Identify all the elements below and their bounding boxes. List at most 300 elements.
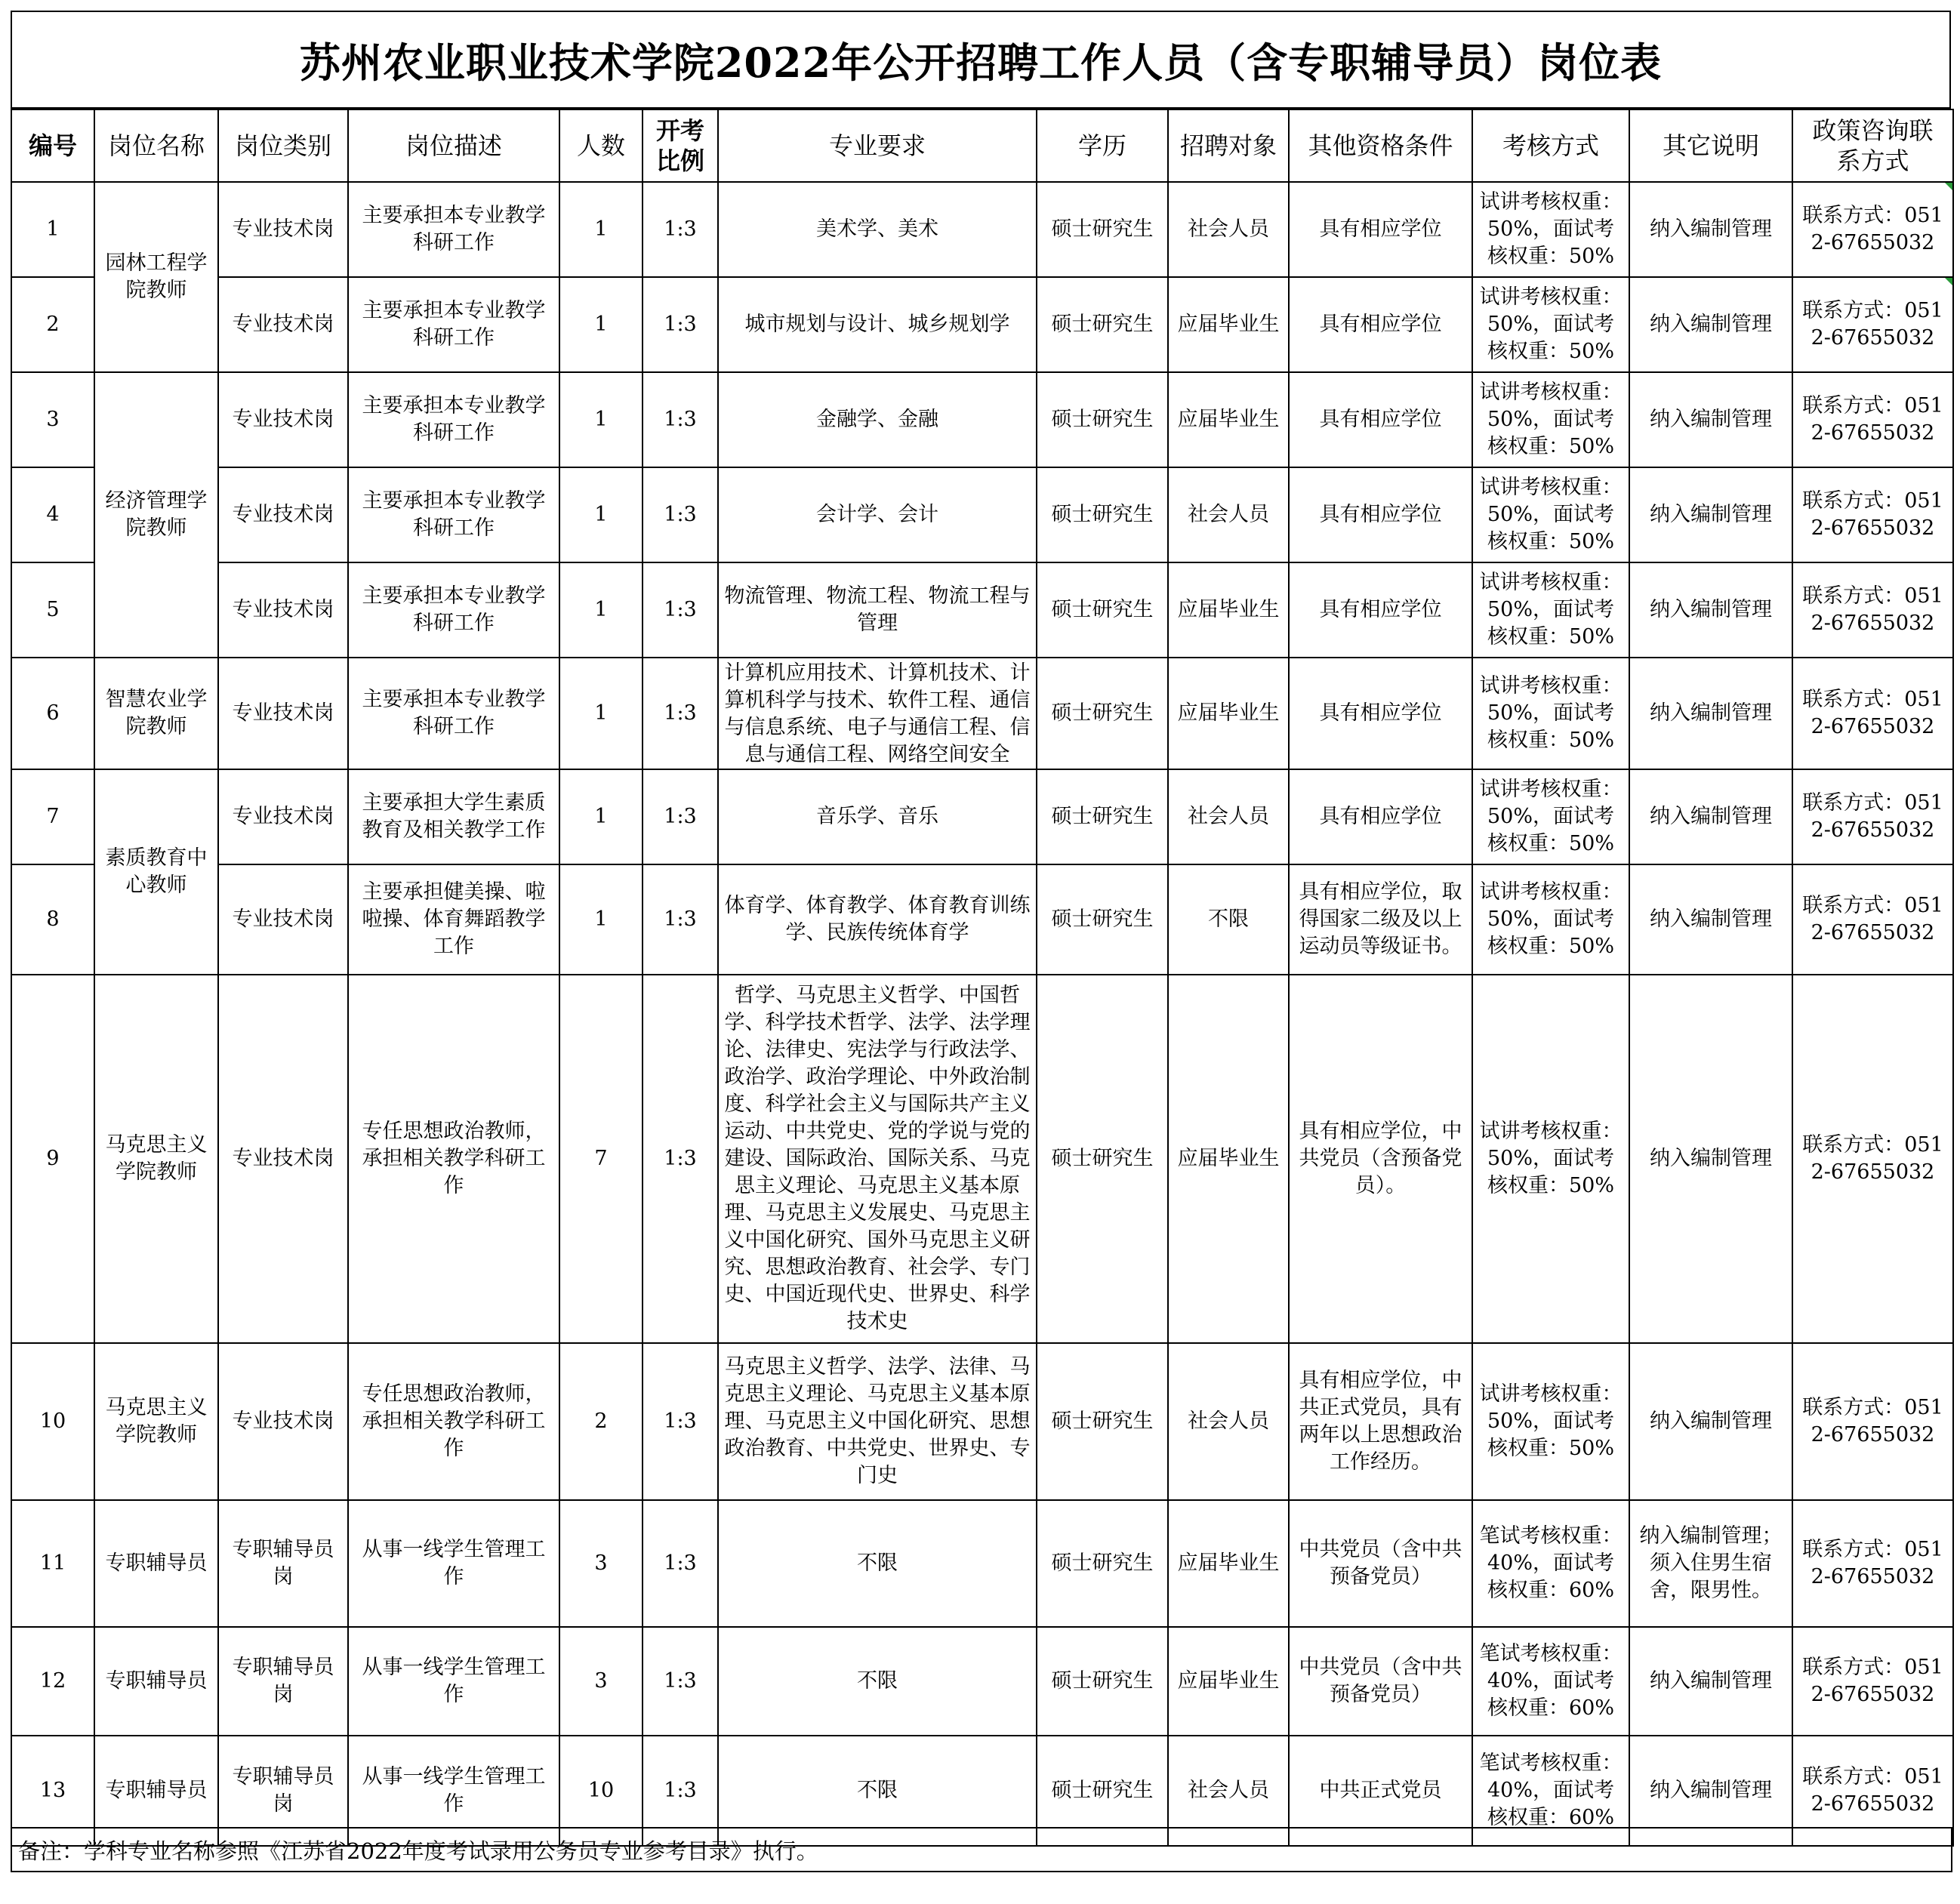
other-notes-text: 纳入编制管理 xyxy=(1650,598,1772,621)
position-category xyxy=(218,864,348,975)
exam-ratio-text: 1:3 xyxy=(664,1669,697,1693)
other-notes xyxy=(1629,1627,1792,1736)
exam-ratio xyxy=(643,769,718,864)
row-number xyxy=(11,562,94,658)
education-text: 硕士研究生 xyxy=(1051,701,1154,725)
table-row xyxy=(11,975,1953,1343)
positions-table xyxy=(11,109,1954,1847)
header-policy-line1: 政策咨询联 xyxy=(1812,116,1934,145)
table-row xyxy=(11,372,1953,467)
headcount-text: 1 xyxy=(594,408,608,431)
row-number xyxy=(11,1500,94,1627)
exam-method-text: 试讲考核权重：50%，面试考核权重：50% xyxy=(1479,674,1623,752)
headcount-text: 3 xyxy=(594,1669,608,1693)
policy-contact-text: 联系方式：0512-67655032 xyxy=(1802,791,1943,842)
exam-method-text: 笔试考核权重：40%，面试考核权重：60% xyxy=(1479,1751,1623,1829)
exam-method xyxy=(1472,1627,1629,1736)
headcount-text: 1 xyxy=(594,701,608,725)
row-number-text: 11 xyxy=(39,1551,66,1575)
education xyxy=(1037,864,1168,975)
exam-ratio-text: 1:3 xyxy=(664,907,697,931)
other-notes-text: 纳入编制管理 xyxy=(1650,1779,1772,1802)
position-category-text: 专业技术岗 xyxy=(232,598,334,621)
row-number-text: 5 xyxy=(46,598,60,621)
page-title: 苏州农业职业技术学院2022年公开招聘工作人员（含专职辅导员）岗位表 xyxy=(299,38,1663,87)
recruit-target xyxy=(1168,1500,1289,1627)
headcount xyxy=(559,277,643,372)
policy-contact-text: 联系方式：0512-67655032 xyxy=(1802,1538,1943,1588)
comment-marker-icon xyxy=(1945,278,1952,285)
position-category-text: 专业技术岗 xyxy=(232,313,334,336)
position-description-text: 主要承担本专业教学科研工作 xyxy=(362,204,546,254)
major-requirement-text: 不限 xyxy=(857,1551,898,1575)
position-category xyxy=(218,1627,348,1736)
header-category: 岗位类别 xyxy=(218,109,348,182)
recruit-target xyxy=(1168,864,1289,975)
policy-contact xyxy=(1792,467,1953,562)
other-notes xyxy=(1629,769,1792,864)
exam-ratio-text: 1:3 xyxy=(664,408,697,431)
recruit-target-text: 社会人员 xyxy=(1188,805,1269,828)
other-notes-text: 纳入编制管理 xyxy=(1650,805,1772,828)
position-category xyxy=(218,975,348,1343)
policy-contact-text: 联系方式：0512-67655032 xyxy=(1802,584,1943,635)
education-text: 硕士研究生 xyxy=(1051,805,1154,828)
row-number xyxy=(11,372,94,467)
exam-method-text: 试讲考核权重：50%，面试考核权重：50% xyxy=(1479,285,1623,363)
policy-contact-text: 联系方式：0512-67655032 xyxy=(1802,299,1943,350)
table-row xyxy=(11,182,1953,277)
other-conditions-text: 具有相应学位 xyxy=(1319,503,1442,526)
education-text: 硕士研究生 xyxy=(1051,1779,1154,1802)
education xyxy=(1037,562,1168,658)
policy-contact-text: 联系方式：0512-67655032 xyxy=(1802,204,1943,254)
position-description xyxy=(348,372,559,467)
table-row xyxy=(11,562,1953,658)
row-number xyxy=(11,769,94,864)
position-description-text: 从事一线学生管理工作 xyxy=(362,1765,546,1816)
table-row xyxy=(11,277,1953,372)
other-conditions-text: 具有相应学位 xyxy=(1319,313,1442,336)
row-number-text: 7 xyxy=(46,805,60,828)
policy-contact xyxy=(1792,1343,1953,1500)
recruit-target xyxy=(1168,182,1289,277)
exam-ratio xyxy=(643,467,718,562)
policy-contact xyxy=(1792,277,1953,372)
position-category-text: 专业技术岗 xyxy=(232,503,334,526)
recruit-target-text: 不限 xyxy=(1208,907,1249,931)
other-conditions xyxy=(1289,864,1472,975)
major-requirement xyxy=(718,467,1037,562)
position-category-text: 专业技术岗 xyxy=(232,408,334,431)
headcount-text: 1 xyxy=(594,907,608,931)
footnote: 备注：学科专业名称参照《江苏省2022年度考试录用公务员专业参考目录》执行。 xyxy=(11,1827,1952,1872)
exam-method-text: 笔试考核权重：40%，面试考核权重：60% xyxy=(1479,1642,1623,1720)
major-requirement-text: 不限 xyxy=(857,1669,898,1693)
table-row xyxy=(11,1343,1953,1500)
headcount xyxy=(559,372,643,467)
recruit-target xyxy=(1168,658,1289,769)
recruit-target-text: 社会人员 xyxy=(1188,1779,1269,1802)
recruit-target xyxy=(1168,769,1289,864)
recruit-target xyxy=(1168,277,1289,372)
exam-ratio-text: 1:3 xyxy=(664,1779,697,1802)
education-text: 硕士研究生 xyxy=(1051,1669,1154,1693)
position-category xyxy=(218,277,348,372)
other-notes-text: 纳入编制管理 xyxy=(1650,217,1772,241)
headcount-text: 1 xyxy=(594,805,608,828)
position-description-text: 专任思想政治教师，承担相关教学科研工作 xyxy=(362,1382,546,1460)
position-description xyxy=(348,562,559,658)
title-box xyxy=(11,11,1951,109)
position-category-text: 专业技术岗 xyxy=(232,1147,334,1170)
policy-contact xyxy=(1792,975,1953,1343)
exam-method-text: 试讲考核权重：50%，面试考核权重：50% xyxy=(1479,190,1623,268)
major-requirement-text: 计算机应用技术、计算机技术、计算机科学与技术、软件工程、通信与信息系统、电子与通信工程、信息与通信工程、网络空间安全 xyxy=(724,661,1031,766)
exam-ratio-text: 1:3 xyxy=(664,217,697,241)
exam-method-text: 试讲考核权重：50%，面试考核权重：50% xyxy=(1479,880,1623,958)
headcount-text: 1 xyxy=(594,313,608,336)
major-requirement xyxy=(718,182,1037,277)
position-description-text: 从事一线学生管理工作 xyxy=(362,1538,546,1588)
other-notes-text: 纳入编制管理 xyxy=(1650,313,1772,336)
other-notes xyxy=(1629,975,1792,1343)
other-conditions xyxy=(1289,975,1472,1343)
education xyxy=(1037,1343,1168,1500)
recruit-target-text: 应届毕业生 xyxy=(1177,701,1280,725)
position-category xyxy=(218,769,348,864)
header-education: 学历 xyxy=(1037,109,1168,182)
position-category xyxy=(218,372,348,467)
major-requirement-text: 会计学、会计 xyxy=(816,503,938,526)
exam-method xyxy=(1472,975,1629,1343)
header-target: 招聘对象 xyxy=(1168,109,1289,182)
exam-ratio-text: 1:3 xyxy=(664,598,697,621)
position-category xyxy=(218,1343,348,1500)
major-requirement xyxy=(718,372,1037,467)
education-text: 硕士研究生 xyxy=(1051,408,1154,431)
row-number xyxy=(11,467,94,562)
policy-contact-text: 联系方式：0512-67655032 xyxy=(1802,1656,1943,1706)
recruit-target xyxy=(1168,975,1289,1343)
position-category xyxy=(218,562,348,658)
headcount xyxy=(559,467,643,562)
header-position: 岗位名称 xyxy=(94,109,218,182)
major-requirement-text: 音乐学、音乐 xyxy=(816,805,938,828)
policy-contact-text: 联系方式：0512-67655032 xyxy=(1802,394,1943,445)
other-conditions xyxy=(1289,1627,1472,1736)
row-number-text: 6 xyxy=(46,701,60,725)
policy-contact xyxy=(1792,864,1953,975)
headcount xyxy=(559,975,643,1343)
other-conditions xyxy=(1289,769,1472,864)
policy-contact xyxy=(1792,769,1953,864)
major-requirement xyxy=(718,1500,1037,1627)
exam-method xyxy=(1472,769,1629,864)
other-conditions-text: 具有相应学位 xyxy=(1319,701,1442,725)
other-notes xyxy=(1629,1343,1792,1500)
headcount xyxy=(559,182,643,277)
position-category xyxy=(218,182,348,277)
recruit-target-text: 社会人员 xyxy=(1188,1410,1269,1433)
education xyxy=(1037,1500,1168,1627)
headcount xyxy=(559,1500,643,1627)
table-body xyxy=(11,182,1953,1846)
exam-method-text: 试讲考核权重：50%，面试考核权重：50% xyxy=(1479,380,1623,458)
exam-method-text: 笔试考核权重：40%，面试考核权重：60% xyxy=(1479,1524,1623,1602)
position-description-text: 主要承担本专业教学科研工作 xyxy=(362,489,546,540)
education-text: 硕士研究生 xyxy=(1051,598,1154,621)
table-row xyxy=(11,1627,1953,1736)
major-requirement-text: 金融学、金融 xyxy=(816,408,938,431)
education-text: 硕士研究生 xyxy=(1051,1551,1154,1575)
header-ratio-line1: 开考 xyxy=(655,116,704,145)
education xyxy=(1037,467,1168,562)
row-number-text: 8 xyxy=(46,907,60,931)
other-conditions-text: 具有相应学位 xyxy=(1319,805,1442,828)
position-description xyxy=(348,182,559,277)
exam-ratio-text: 1:3 xyxy=(664,503,697,526)
row-number-text: 2 xyxy=(46,313,60,336)
headcount-text: 1 xyxy=(594,217,608,241)
policy-contact-text: 联系方式：0512-67655032 xyxy=(1802,489,1943,540)
other-notes xyxy=(1629,864,1792,975)
major-requirement xyxy=(718,864,1037,975)
policy-contact xyxy=(1792,562,1953,658)
recruit-target xyxy=(1168,372,1289,467)
exam-ratio xyxy=(643,372,718,467)
other-notes xyxy=(1629,658,1792,769)
position-name-text: 园林工程学院教师 xyxy=(105,251,208,302)
other-conditions xyxy=(1289,277,1472,372)
position-description xyxy=(348,467,559,562)
exam-method xyxy=(1472,864,1629,975)
position-name xyxy=(94,769,218,975)
exam-method xyxy=(1472,1343,1629,1500)
exam-ratio xyxy=(643,975,718,1343)
headcount xyxy=(559,658,643,769)
exam-ratio xyxy=(643,1343,718,1500)
header-policy-line2: 系方式 xyxy=(1836,146,1909,175)
position-description-text: 专任思想政治教师，承担相关教学科研工作 xyxy=(362,1120,546,1197)
position-name xyxy=(94,658,218,769)
other-notes-text: 纳入编制管理 xyxy=(1650,1669,1772,1693)
education-text: 硕士研究生 xyxy=(1051,907,1154,931)
exam-method-text: 试讲考核权重：50%，面试考核权重：50% xyxy=(1479,1382,1623,1460)
position-description xyxy=(348,277,559,372)
recruit-target-text: 应届毕业生 xyxy=(1177,598,1280,621)
education-text: 硕士研究生 xyxy=(1051,503,1154,526)
position-description xyxy=(348,658,559,769)
position-name-text: 专职辅导员 xyxy=(105,1669,208,1693)
other-notes-text: 纳入编制管理 xyxy=(1650,1147,1772,1170)
other-notes-text: 纳入编制管理 xyxy=(1650,907,1772,931)
exam-method xyxy=(1472,467,1629,562)
comment-marker-icon xyxy=(1945,183,1952,190)
position-category-text: 专业技术岗 xyxy=(232,805,334,828)
header-ratio xyxy=(643,109,718,182)
position-description xyxy=(348,975,559,1343)
other-notes xyxy=(1629,277,1792,372)
exam-ratio-text: 1:3 xyxy=(664,1551,697,1575)
header-row xyxy=(11,109,1953,182)
education xyxy=(1037,975,1168,1343)
exam-ratio xyxy=(643,864,718,975)
position-description-text: 从事一线学生管理工作 xyxy=(362,1656,546,1706)
education xyxy=(1037,372,1168,467)
major-requirement-text: 美术学、美术 xyxy=(816,217,938,241)
exam-ratio xyxy=(643,1627,718,1736)
recruit-target-text: 社会人员 xyxy=(1188,503,1269,526)
major-requirement xyxy=(718,658,1037,769)
header-exam-method: 考核方式 xyxy=(1472,109,1629,182)
row-number xyxy=(11,658,94,769)
major-requirement-text: 马克思主义哲学、法学、法律、马克思主义理论、马克思主义基本原理、马克思主义中国化研究、思想政治教育、中共党史、世界史、专门史 xyxy=(724,1355,1031,1487)
other-notes xyxy=(1629,182,1792,277)
policy-contact xyxy=(1792,1627,1953,1736)
headcount-text: 2 xyxy=(594,1410,608,1433)
exam-ratio xyxy=(643,277,718,372)
major-requirement-text: 城市规划与设计、城乡规划学 xyxy=(744,313,1010,336)
position-name-text: 专职辅导员 xyxy=(105,1551,208,1575)
other-notes-text: 纳入编制管理 xyxy=(1650,1410,1772,1433)
position-description-text: 主要承担大学生素质教育及相关教学工作 xyxy=(362,791,546,842)
recruit-target-text: 社会人员 xyxy=(1188,217,1269,241)
position-name xyxy=(94,372,218,658)
position-description xyxy=(348,864,559,975)
policy-contact xyxy=(1792,182,1953,277)
major-requirement-text: 物流管理、物流工程、物流工程与管理 xyxy=(724,584,1031,635)
other-conditions xyxy=(1289,467,1472,562)
header-count: 人数 xyxy=(559,109,643,182)
education xyxy=(1037,277,1168,372)
header-major: 专业要求 xyxy=(718,109,1037,182)
other-conditions xyxy=(1289,562,1472,658)
headcount xyxy=(559,1627,643,1736)
position-name xyxy=(94,975,218,1343)
other-notes-text: 纳入编制管理 xyxy=(1650,408,1772,431)
row-number-text: 9 xyxy=(46,1147,60,1170)
header-ratio-line2: 比例 xyxy=(655,146,704,175)
other-notes-text: 纳入编制管理；须入住男生宿舍，限男性。 xyxy=(1639,1524,1783,1602)
table-row xyxy=(11,467,1953,562)
other-conditions xyxy=(1289,658,1472,769)
major-requirement xyxy=(718,1343,1037,1500)
exam-method xyxy=(1472,1500,1629,1627)
header-notes: 其它说明 xyxy=(1629,109,1792,182)
headcount xyxy=(559,769,643,864)
header-other-conditions: 其他资格条件 xyxy=(1289,109,1472,182)
position-category-text: 专职辅导员岗 xyxy=(232,1538,334,1588)
education xyxy=(1037,182,1168,277)
row-number-text: 1 xyxy=(46,217,60,241)
position-description xyxy=(348,769,559,864)
other-conditions xyxy=(1289,372,1472,467)
major-requirement xyxy=(718,277,1037,372)
position-category-text: 专职辅导员岗 xyxy=(232,1656,334,1706)
other-conditions-text: 具有相应学位，中共党员（含预备党员）。 xyxy=(1299,1120,1462,1197)
position-category xyxy=(218,467,348,562)
position-name-text: 马克思主义学院教师 xyxy=(105,1133,208,1184)
position-category-text: 专业技术岗 xyxy=(232,1410,334,1433)
row-number xyxy=(11,864,94,975)
recruit-target-text: 应届毕业生 xyxy=(1177,313,1280,336)
policy-contact xyxy=(1792,372,1953,467)
education-text: 硕士研究生 xyxy=(1051,1410,1154,1433)
exam-ratio-text: 1:3 xyxy=(664,1410,697,1433)
major-requirement xyxy=(718,975,1037,1343)
headcount-text: 10 xyxy=(587,1779,615,1802)
headcount-text: 1 xyxy=(594,598,608,621)
exam-ratio xyxy=(643,182,718,277)
exam-ratio xyxy=(643,1500,718,1627)
other-notes xyxy=(1629,372,1792,467)
row-number-text: 3 xyxy=(46,408,60,431)
position-category-text: 专业技术岗 xyxy=(232,907,334,931)
other-conditions xyxy=(1289,1500,1472,1627)
policy-contact-text: 联系方式：0512-67655032 xyxy=(1802,1765,1943,1816)
major-requirement-text: 体育学、体育教学、体育教育训练学、民族传统体育学 xyxy=(724,894,1031,944)
position-name-text: 素质教育中心教师 xyxy=(105,846,208,897)
other-conditions-text: 具有相应学位 xyxy=(1319,217,1442,241)
position-name-text: 智慧农业学院教师 xyxy=(105,688,208,738)
exam-ratio-text: 1:3 xyxy=(664,313,697,336)
position-description-text: 主要承担健美操、啦啦操、体育舞蹈教学工作 xyxy=(362,880,546,958)
exam-method xyxy=(1472,182,1629,277)
education-text: 硕士研究生 xyxy=(1051,1147,1154,1170)
recruit-target xyxy=(1168,467,1289,562)
recruit-target-text: 应届毕业生 xyxy=(1177,1551,1280,1575)
recruit-target-text: 应届毕业生 xyxy=(1177,1147,1280,1170)
position-name-text: 专职辅导员 xyxy=(105,1779,208,1802)
row-number xyxy=(11,277,94,372)
exam-method-text: 试讲考核权重：50%，面试考核权重：50% xyxy=(1479,476,1623,553)
position-name-text: 经济管理学院教师 xyxy=(105,489,208,540)
row-number-text: 13 xyxy=(39,1779,66,1802)
other-conditions xyxy=(1289,1343,1472,1500)
position-description xyxy=(348,1627,559,1736)
header-policy-contact xyxy=(1792,109,1953,182)
position-description-text: 主要承担本专业教学科研工作 xyxy=(362,584,546,635)
other-conditions-text: 中共党员（含中共预备党员） xyxy=(1299,1538,1462,1588)
exam-method xyxy=(1472,277,1629,372)
position-category-text: 专业技术岗 xyxy=(232,217,334,241)
position-description xyxy=(348,1343,559,1500)
position-category-text: 专业技术岗 xyxy=(232,701,334,725)
recruit-target-text: 应届毕业生 xyxy=(1177,408,1280,431)
position-description-text: 主要承担本专业教学科研工作 xyxy=(362,688,546,738)
major-requirement-text: 哲学、马克思主义哲学、中国哲学、科学技术哲学、法学、法学理论、法律史、宪法学与行政法学、政治学、政治学理论、中外政治制度、科学社会主义与国际共产主义运动、中共党史、党的学说与党的建设、国际政治、国际关系、马克思主义理论、马克思主义基本原理、马克思主义发展史、马克思主义中国化研究、国外马克思主义研究、思想政治教育、社会学、专门史、中国近现代史、世界史、科学技术史 xyxy=(724,984,1031,1333)
education xyxy=(1037,769,1168,864)
row-number xyxy=(11,182,94,277)
major-requirement xyxy=(718,1627,1037,1736)
education-text: 硕士研究生 xyxy=(1051,217,1154,241)
exam-method-text: 试讲考核权重：50%，面试考核权重：50% xyxy=(1479,571,1623,649)
position-name xyxy=(94,182,218,372)
exam-method xyxy=(1472,562,1629,658)
header-no: 编号 xyxy=(11,109,94,182)
position-category xyxy=(218,1500,348,1627)
exam-ratio-text: 1:3 xyxy=(664,701,697,725)
row-number xyxy=(11,1343,94,1500)
headcount-text: 7 xyxy=(594,1147,608,1170)
recruit-target-text: 应届毕业生 xyxy=(1177,1669,1280,1693)
recruit-target xyxy=(1168,1627,1289,1736)
position-name-text: 马克思主义学院教师 xyxy=(105,1396,208,1446)
table-row xyxy=(11,769,1953,864)
row-number-text: 12 xyxy=(39,1669,66,1693)
education-text: 硕士研究生 xyxy=(1051,313,1154,336)
